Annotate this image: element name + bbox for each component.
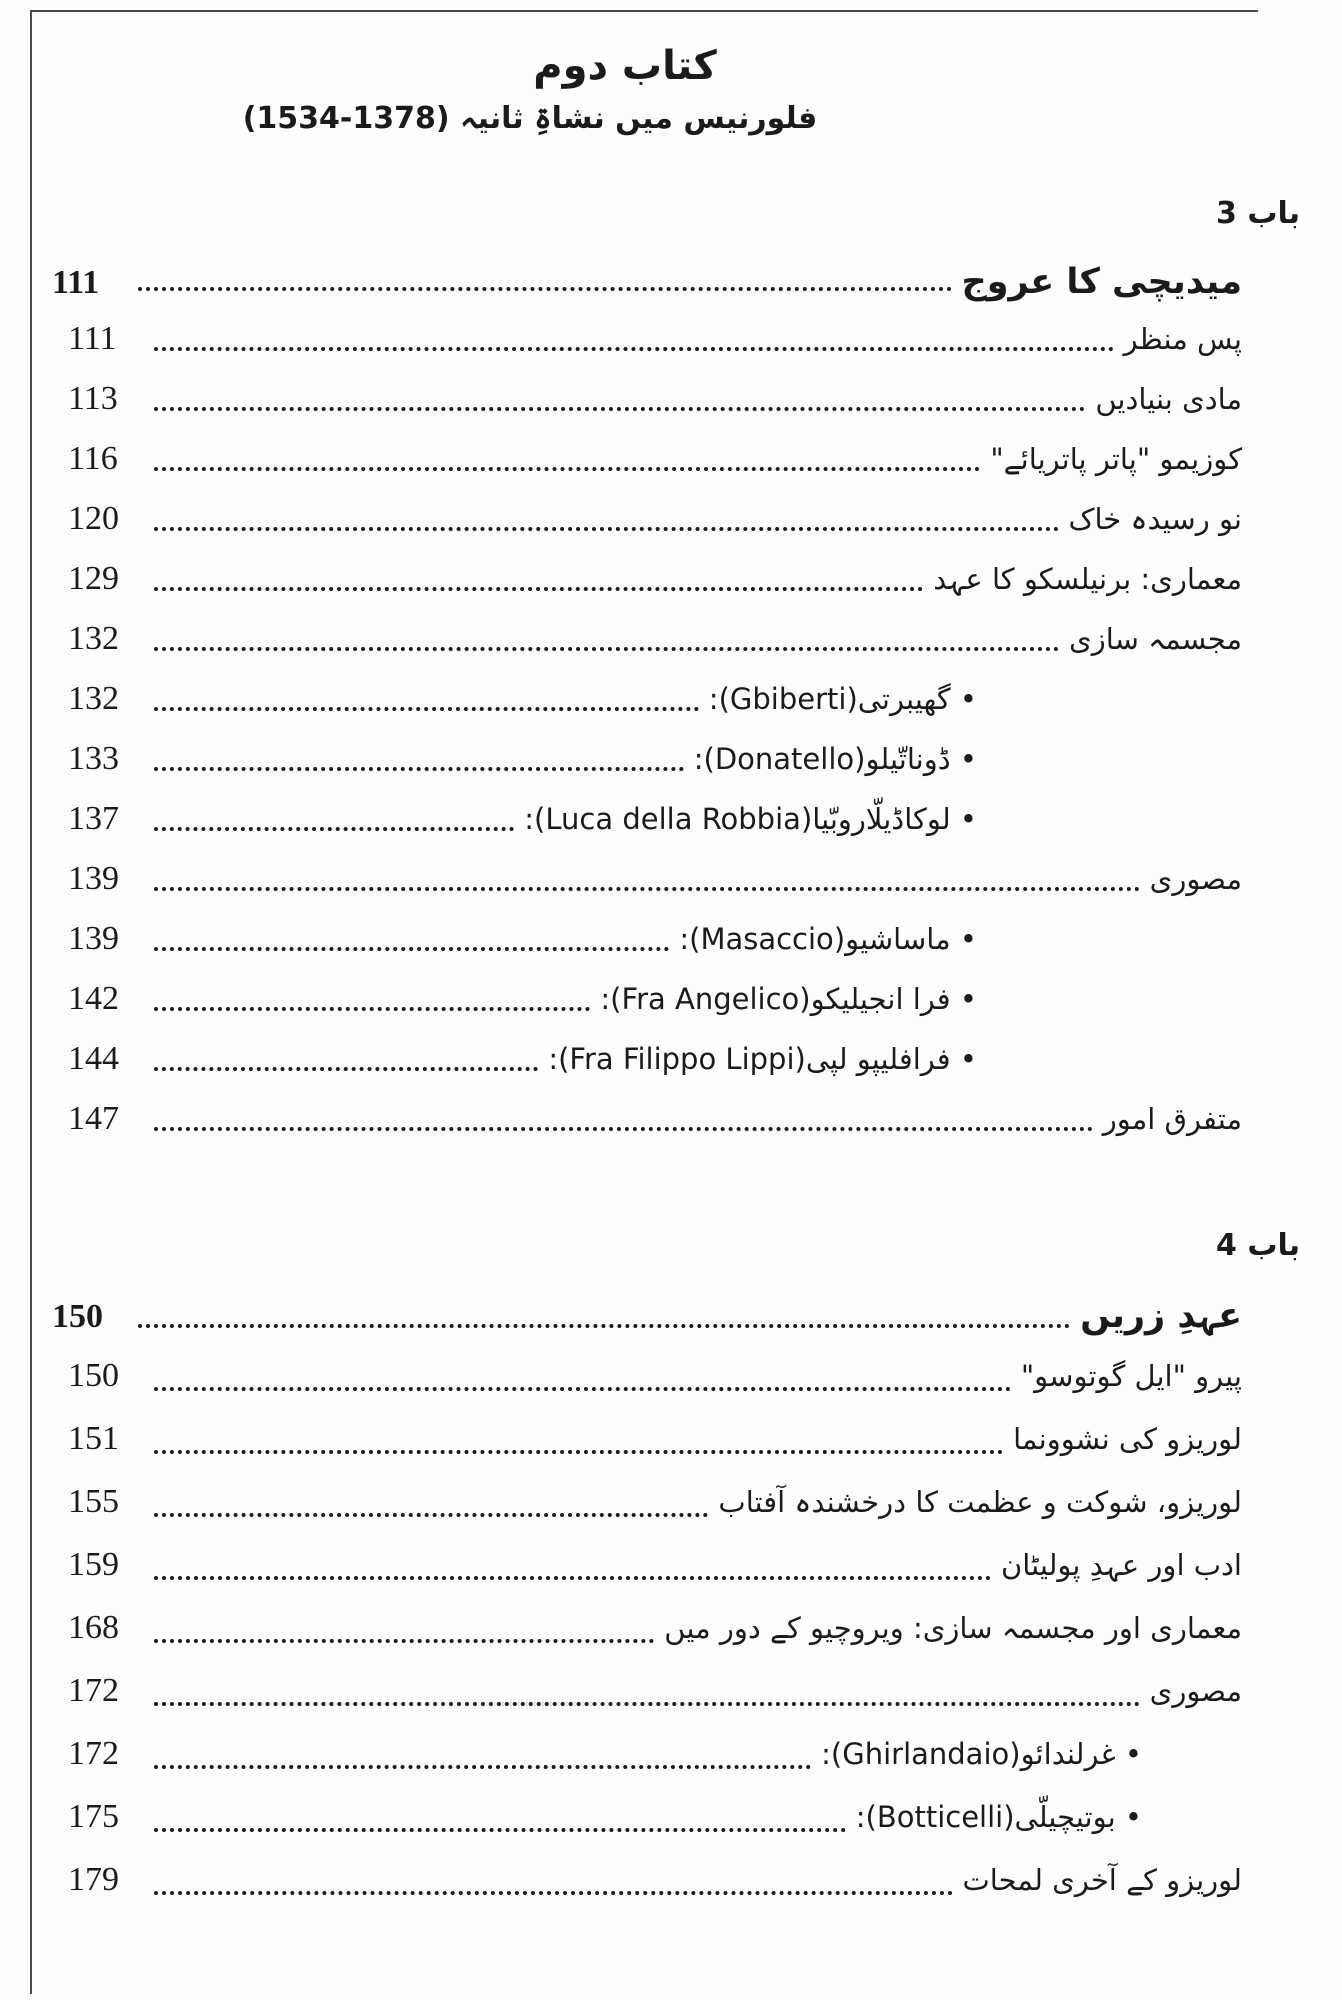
toc-entry	[52, 488, 1242, 548]
entry-title: • فرافلیپو لپی(Fra Filippo Lippi):	[548, 1042, 977, 1076]
chapter3-toc	[52, 248, 1242, 1148]
entry-title: • لوکاڈیلّاروبّیا(Luca della Robbia):	[524, 802, 977, 836]
page-number: 150	[52, 1298, 103, 1335]
entry-title: مصوری	[1149, 862, 1242, 896]
dotted-leader	[154, 407, 1085, 411]
entry-title: پس منظر	[1123, 322, 1242, 356]
entry-title: متفرق امور	[1102, 1102, 1242, 1136]
dotted-leader	[138, 1324, 1070, 1328]
page-number: 111	[68, 320, 117, 357]
toc-entry	[52, 1534, 1242, 1597]
page-number: 172	[68, 1735, 119, 1772]
dotted-leader	[154, 1513, 708, 1517]
entry-title: • گھیبرتی(Gbiberti):	[708, 682, 977, 716]
page-number: 137	[68, 800, 119, 837]
page-number: 159	[68, 1546, 119, 1583]
toc-entry-bulleted	[52, 908, 1242, 968]
dotted-leader	[154, 1891, 953, 1895]
toc-entry-bulleted	[52, 1786, 1242, 1849]
entry-title: عہدِ زریں	[1080, 1296, 1242, 1336]
dotted-leader	[154, 527, 1059, 531]
dotted-leader	[154, 767, 684, 771]
page-number: 120	[68, 500, 119, 537]
dotted-leader	[154, 1067, 538, 1071]
toc-entry	[52, 608, 1242, 668]
dotted-leader	[154, 707, 699, 711]
page-number: 179	[68, 1861, 119, 1898]
page-number: 111	[52, 264, 100, 301]
dotted-leader	[154, 1007, 590, 1011]
entry-title: میدیچی کا عروج	[961, 262, 1242, 302]
dotted-leader	[154, 1702, 1140, 1706]
page-number: 113	[68, 380, 118, 417]
entry-title: لوریزو، شوکت و عظمت کا درخشندہ آفتاب	[718, 1485, 1242, 1519]
toc-entry	[52, 1088, 1242, 1148]
toc-entry-bulleted	[52, 668, 1242, 728]
page-number: 133	[68, 740, 119, 777]
dotted-leader	[154, 1450, 1003, 1454]
scan-edge-top-line	[30, 10, 1258, 12]
chapter4-toc	[52, 1282, 1242, 1912]
chapter3-label: باب 3	[1216, 196, 1300, 231]
dotted-leader	[154, 1639, 654, 1643]
page-number: 116	[68, 440, 118, 477]
dotted-leader	[154, 1387, 1011, 1391]
dotted-leader	[154, 887, 1140, 891]
page-number: 144	[68, 1040, 119, 1077]
toc-entry	[52, 1597, 1242, 1660]
book-title: کتاب دوم	[533, 43, 717, 89]
page-number: 132	[68, 620, 119, 657]
dotted-leader	[154, 1765, 811, 1769]
toc-entry-bulleted	[52, 728, 1242, 788]
entry-title: معماری اور مجسمہ سازی: ویروچیو کے دور میں	[664, 1611, 1242, 1645]
page-number: 175	[68, 1798, 119, 1835]
book-subtitle: فلورنیس میں نشاۃِ ثانیہ (1378-1534)	[242, 101, 818, 136]
entry-title: • بوتیچیلّی(Botticelli):	[855, 1800, 1142, 1834]
chapter4-label: باب 4	[1216, 1228, 1300, 1263]
toc-entry	[52, 848, 1242, 908]
entry-title: معماری: برنیلسکو کا عہد	[933, 562, 1242, 596]
page-number: 168	[68, 1609, 119, 1646]
entry-title: مجسمہ سازی	[1069, 622, 1242, 656]
entry-title: • غرلندائو(Ghirlandaio):	[821, 1737, 1142, 1771]
toc-entry	[52, 308, 1242, 368]
dotted-leader	[154, 947, 669, 951]
entry-title: نو رسیدہ خاک	[1068, 502, 1242, 536]
dotted-leader	[154, 1127, 1093, 1131]
entry-title: لوریزو کے آخری لمحات	[962, 1863, 1242, 1897]
entry-title: پیرو "ایل گوتوسو"	[1020, 1359, 1242, 1393]
toc-entry	[52, 1849, 1242, 1912]
toc-entry	[52, 548, 1242, 608]
page-number: 155	[68, 1483, 119, 1520]
toc-entry	[52, 1660, 1242, 1723]
entry-title: • فرا انجیلیکو(Fra Angelico):	[600, 982, 977, 1016]
page-number: 132	[68, 680, 119, 717]
toc-entry	[52, 1471, 1242, 1534]
page-number: 147	[68, 1100, 119, 1137]
page-number: 139	[68, 860, 119, 897]
entry-title: ادب اور عہدِ پولیٹان	[1000, 1548, 1242, 1582]
entry-title: مصوری	[1149, 1674, 1242, 1708]
entry-title: لوریزو کی نشوونما	[1013, 1422, 1242, 1456]
entry-title: • ڈوناتّیلو(Donatello):	[693, 742, 977, 776]
dotted-leader	[154, 827, 514, 831]
toc-entry-bulleted	[52, 1028, 1242, 1088]
entry-title: کوزیمو "پاتر پاتریائے"	[990, 442, 1242, 476]
page-number: 139	[68, 920, 119, 957]
entry-title: • ماساشیو(Masaccio):	[679, 922, 977, 956]
dotted-leader	[154, 467, 980, 471]
dotted-leader	[138, 287, 952, 291]
dotted-leader	[154, 347, 1114, 351]
toc-entry	[52, 248, 1242, 308]
dotted-leader	[154, 1828, 846, 1832]
toc-entry	[52, 1282, 1242, 1345]
page-number: 129	[68, 560, 119, 597]
toc-entry	[52, 428, 1242, 488]
dotted-leader	[154, 587, 923, 591]
page-number: 151	[68, 1420, 119, 1457]
toc-entry	[52, 1408, 1242, 1471]
dotted-leader	[154, 1576, 991, 1580]
scan-edge-left-line	[30, 10, 32, 1994]
page-number: 150	[68, 1357, 119, 1394]
toc-entry-bulleted	[52, 788, 1242, 848]
dotted-leader	[154, 647, 1059, 651]
page-number: 142	[68, 980, 119, 1017]
toc-entry-bulleted	[52, 968, 1242, 1028]
toc-entry	[52, 368, 1242, 428]
toc-entry-bulleted	[52, 1723, 1242, 1786]
entry-title: مادی بنیادیں	[1095, 382, 1242, 416]
toc-entry	[52, 1345, 1242, 1408]
page-number: 172	[68, 1672, 119, 1709]
